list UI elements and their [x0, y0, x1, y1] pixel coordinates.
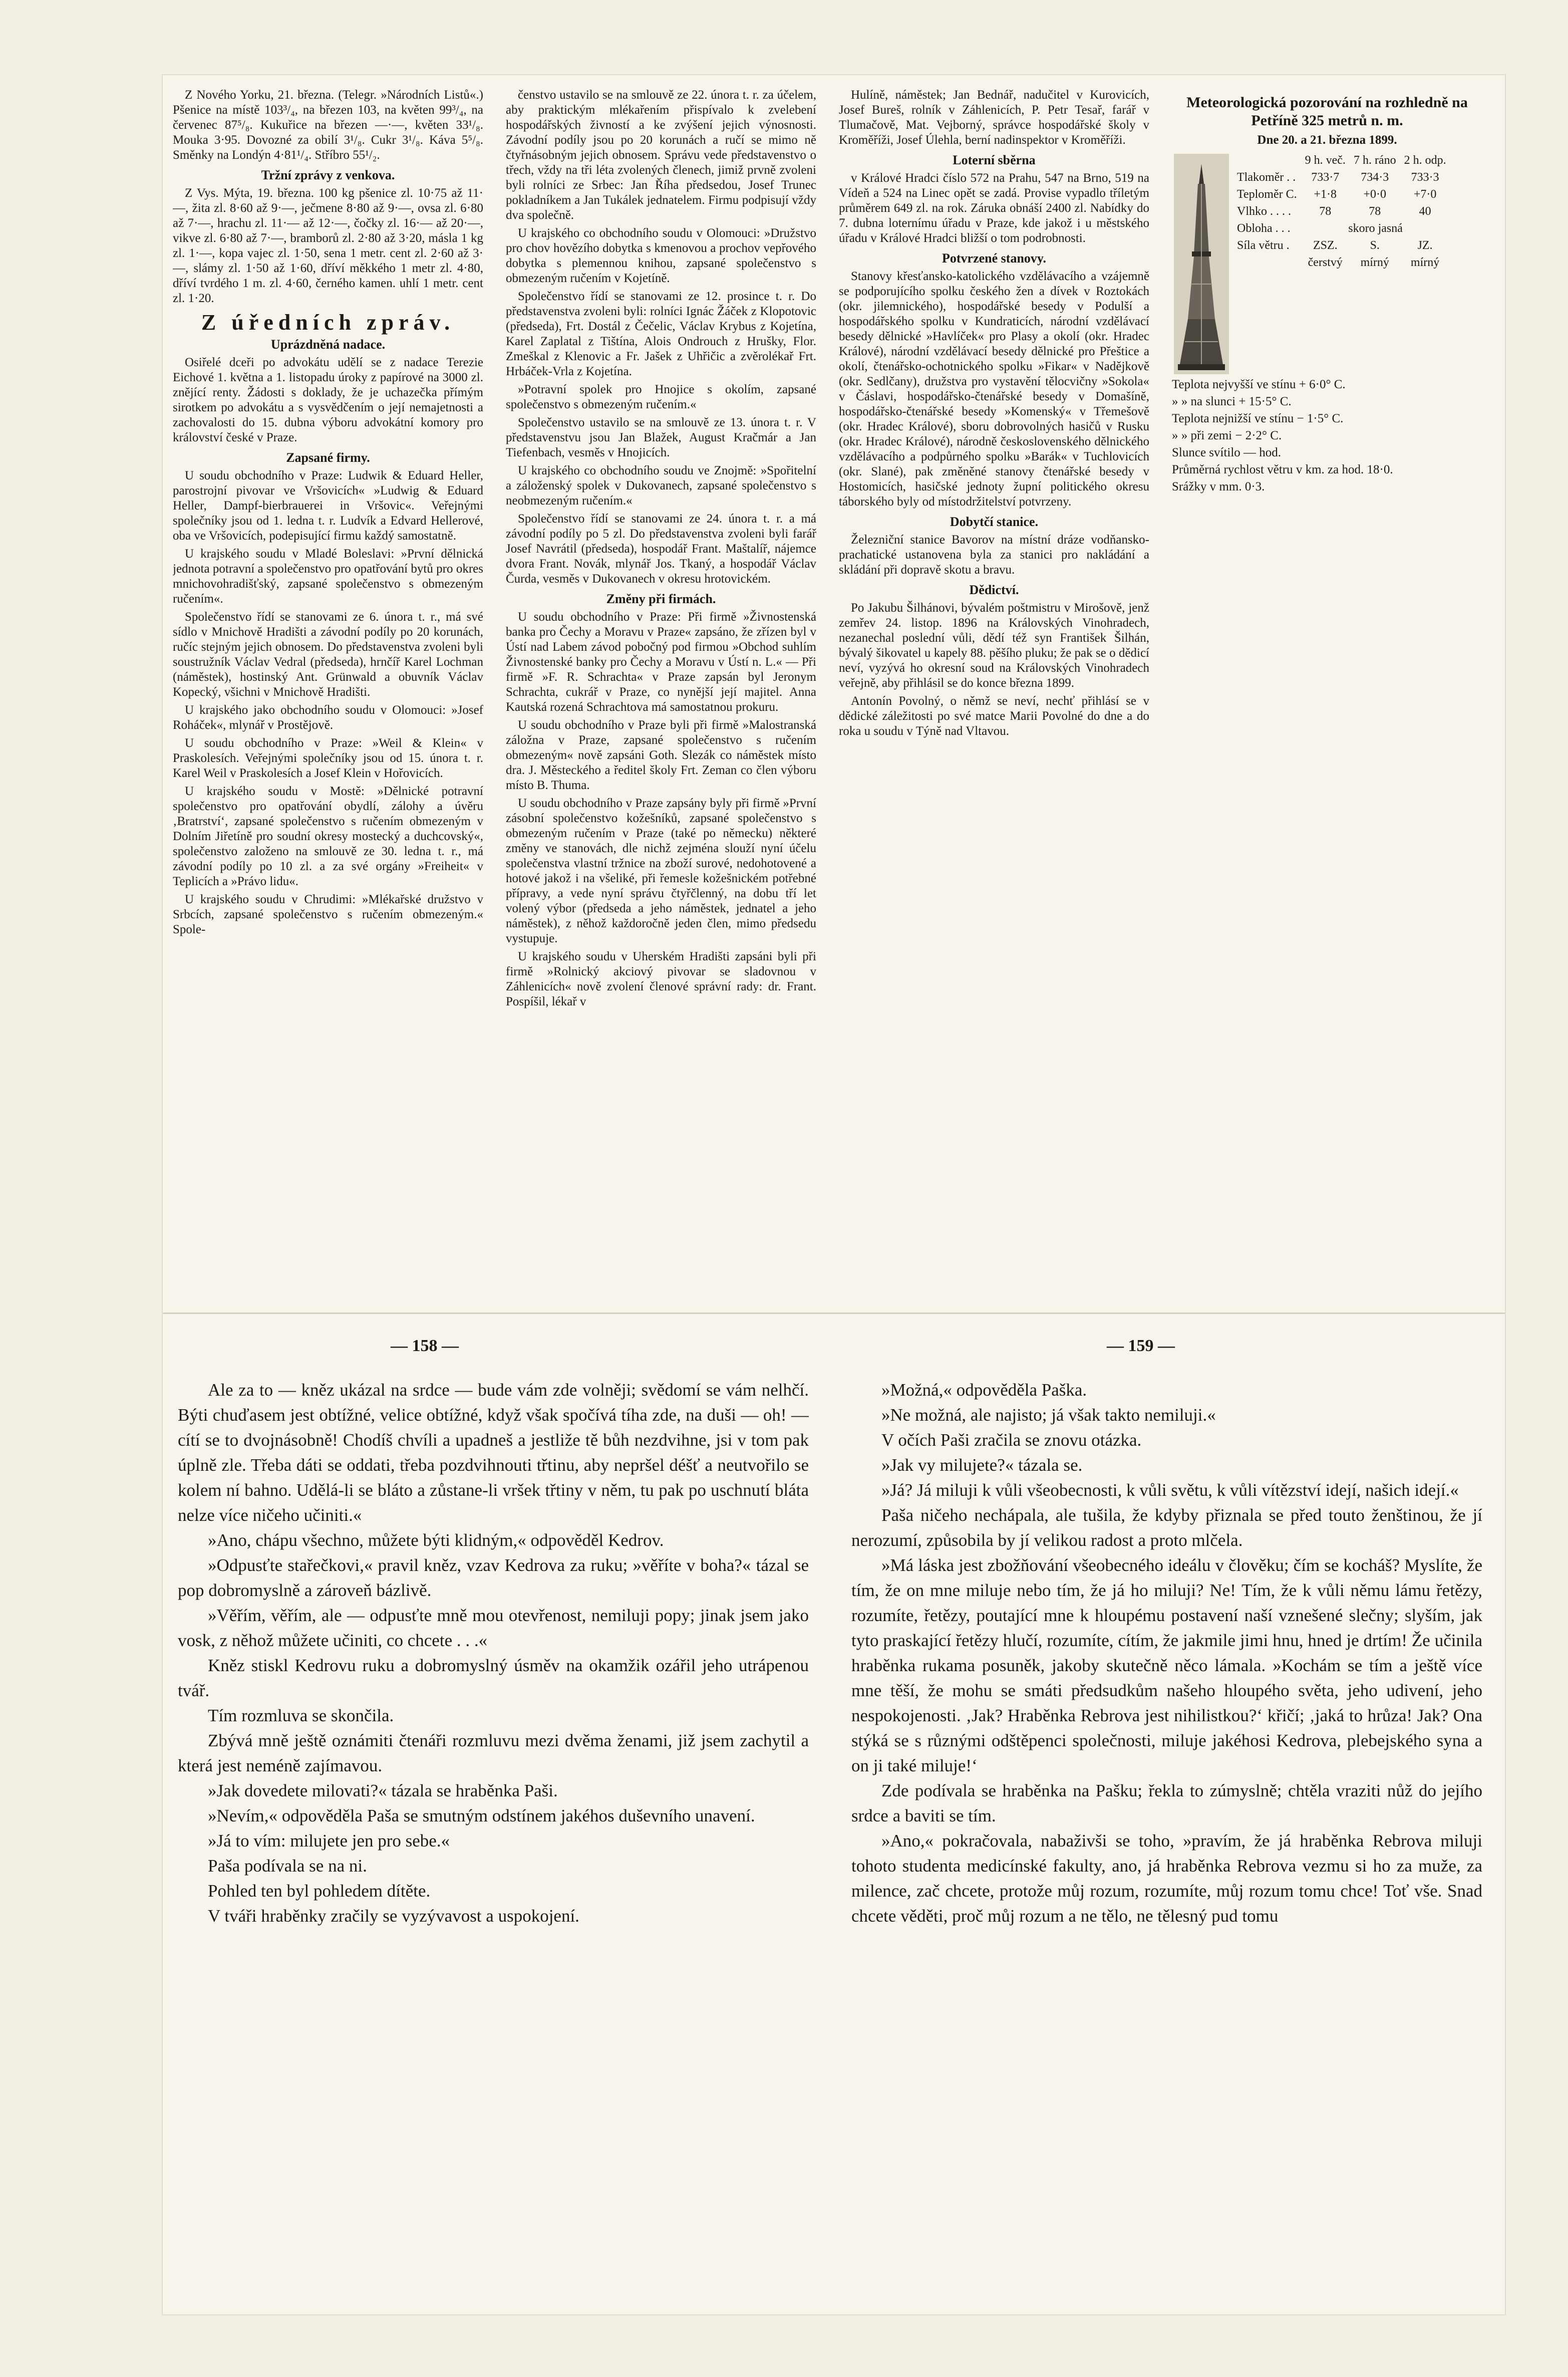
change-entry: U soudu obchodního v Praze zapsány byly při firmě »První zásobní společenstvo kožešníků, zapsané společenstvo s obmezeným ručením v Praze (také po německu) některé změny ve stanovách, dle nichž zejména slouží nyní účelu společenstva vlastní tržnice na zboží surové, nedohotovené a hotové jakož i na všeliké, při řemesle kožešnickém potřebné přípravy, a vede nyní správu čtyřčlenný, na dobu tří let volený výbor (předseda a jeho náměstek, jednatel a jeho náměstek), z něhož každoročně jeden člen, mimo předsedu vystupuje.: [506, 797, 816, 945]
meteo-cell: 78: [1319, 205, 1332, 218]
story-paragraph: Zbývá mně ještě oznámiti čtenáři rozmluvu mezi dvěma ženami, již jsem zachytil a která jest neméně zajímavou.: [178, 1731, 809, 1775]
story-paragraph: »Odpusťte stařečkovi,« pravil kněz, vzav Kedrova za ruku; »věříte v boha?« tázal se pop dobromyslně a zároveň bázlivě.: [178, 1555, 809, 1600]
change-entry: U soudu obchodního v Praze byli při firmě »Malostranská záložna v Praze, zapsané společenstvo s ručením obmezeným« nově zapsáni Goth. Slezák co náměstek místo dra. J. Městeckého a ředitel školy Frt. Zeman co člen výboru místo B. Thuma.: [506, 718, 816, 792]
meteo-row-temperature: [1237, 186, 1450, 203]
story-page-159: [851, 1378, 1482, 2304]
meteo-row-label: Obloha . . .: [1237, 222, 1291, 235]
column-1: [173, 88, 483, 1300]
meteo-cell: JZ.: [1417, 239, 1433, 252]
page-number-right: — 159 —: [1107, 1337, 1175, 1355]
heading-inheritance: Dědictví.: [969, 583, 1019, 597]
firm-entry: U soudu obchodního v Praze: Ludwik & Eduard Heller, parostrojní pivovar ve Vršovicích« »Ludwig & Eduard Heller, Dampf-bierbrauerei in Vršovic«. Veřejnými společníky jsou od 1. ledna t. r. Ludvík a Edvard Hellerové, oba ve Vršovicích, podepisující firmu každý samostatně.: [173, 469, 483, 543]
story-paragraph: Pohled ten byl pohledem dítěte.: [208, 1881, 431, 1901]
meteo-row-sky: [1237, 220, 1450, 237]
station-notice: Železniční stanice Bavorov na místní dráze vodňansko-prachatické ustanovena byla za stanici pro nakládání a skládání při dopravě skotu a bravu.: [839, 533, 1149, 577]
change-entry: U soudu obchodního v Praze: Při firmě »Živnostenská banka pro Čechy a Moravu v Praze« zapsáno, že zřízen byl v Ústí nad Labem závod pobočný pod firmou »Obchod suhlím Živnostenské banky pro Čechy a Moravu v Ústí n. L.« — Při firmě »F. R. Schrachta« v Praze zapsán byl Jeronym Schrachta, cukrář v Praze, co nynější její majitel. Anna Kautská rozená Schrachtova má samostatnou prokuru.: [506, 610, 816, 714]
meteo-cell: +7·0: [1413, 188, 1437, 201]
heading-statutes: Potvrzené stanovy.: [942, 251, 1046, 266]
meteo-cell: 40: [1419, 205, 1431, 218]
heading-country-markets: Tržní zprávy z venkova.: [261, 168, 395, 182]
meteo-extra-line: Teplota nejvyšší ve stínu + 6·0° C.: [1172, 378, 1346, 391]
meteo-row-wind-strength: [1237, 254, 1450, 271]
meteo-sky-value: skoro jasná: [1348, 222, 1403, 235]
heading-firm-changes: Změny při firmách.: [606, 592, 716, 606]
column-2: [506, 88, 816, 1300]
story-paragraph: »Já to vím: milujete jen pro sebe.«: [208, 1831, 450, 1851]
firm-entry: čenstvo ustavilo se na smlouvě ze 22. února t. r. za účelem, aby praktickým mlékařením přispívalo k zvelebení hospodářských živností a ke zvýšení jejich výnosnosti. Závodní podíly jsou po 20 korunách a ručí se mimo ně čtyřnásobným jejich obnosem. Správu vede představenstvo o třech, vždy na tři léta zvolených členech, jimiž prvně zvoleni byli rolníci ze Srbec: Jan Říha předsedou, Josef Trunec pokladníkem a Jan Tukálek jednatelem. Firmu podpisují vždy dva společně.: [506, 88, 816, 222]
meteo-cell: mírný: [1410, 256, 1440, 269]
meteo-extra-readings: [1172, 377, 1482, 494]
heading-lottery: Loterní sběrna: [953, 153, 1036, 167]
firm-entry: Společenstvo řídí se stanovami ze 6. února t. r., má své sídlo v Mnichově Hradišti a závodní podíly po 20 korunách, ručíc stejným jejich obnosem. Do představenstva zvoleni byli soustružník Václav Vedral (předseda), hrnčíř Karel Lochman (náměstek), hostinský Ant. Grünwald a obuvník Václav Kopecký, všichni v Mnichově Hradišti.: [173, 610, 483, 699]
meteo-cell: 733·7: [1311, 171, 1340, 184]
inheritance-notice: Po Jakubu Šilhánovi, bývalém poštmistru v Mirošově, jenž zemřev 24. listop. 1896 na Královských Vinohradech, nezanechal poslední vůli, dědí též syn František Šilhán, bývalý šikovatel u kapely 88. pěšího pluku; že pak se o dědicí neví, vyzývá ho okresní soud na Královských Vinohradech veřejně, aby přihlásil se do konce března 1899.: [839, 601, 1149, 690]
meteo-extra-line: Průměrná rychlost větru v km. za hod. 18·0.: [1172, 463, 1393, 476]
story-paragraph: Zde podívala se hraběnka na Pašku; řekla to zúmyslně; chtěla vraziti nůž do jejího srdce a baviti se tím.: [851, 1781, 1482, 1825]
firm-entry: Společenstvo řídí se stanovami ze 12. prosince t. r. Do představenstva zvoleni byli: rolníci Ignác Žáček z Klopotovic (předseda), Frt. Dostál z Čečelic, Václav Krybus z Kojetína, Karel Zaplatal z Tištína, Alois Ondrouch z Hrušky, Flor. Zmeškal z Klenovic a Fr. Jašek z Uhřičic a zvěrolékař Frt. Hrbáček-Vrla z Kojetína.: [506, 290, 816, 378]
firm-entry: U krajského soudu v Mladé Boleslavi: »První dělnická jednota potravní a společenstvo pro opatřování bytů pro okres mnichovohradišťský, zapsané společenstvo s obmezeným ručením«.: [173, 547, 483, 606]
section-divider: [163, 1312, 1505, 1314]
meteo-row-label: Tlakoměr . .: [1237, 171, 1296, 184]
change-entry-continued: Hulíně, náměstek; Jan Bednář, nadučitel v Kurovicích, Josef Bureš, rolník v Záhlenicích, P. Petr Tesař, farář v Tlumačově, Mat. Vejborný, správce hospodářské školy v Kroměříži, Josef Úlehla, berní nadinspektor v Kroměříži.: [839, 88, 1149, 147]
meteo-row-humidity: [1237, 203, 1450, 220]
inheritance-notice: Antonín Povolný, o němž se neví, nechť přihlásí se v dědické záležitosti po své matce Marii Povolné do dne a do roka u soudu v Týně nad Vltavou.: [839, 694, 1149, 738]
story-paragraph: »Já? Já miluji k vůli všeobecnosti, k vůli světu, k vůli vítězství idejí, našich idejí.«: [881, 1480, 1459, 1500]
meteo-cell: čerstvý: [1308, 256, 1343, 269]
meteo-cell: 78: [1369, 205, 1381, 218]
story-paragraph: Paša ničeho nechápala, ale tušila, že kdyby přiznala se před touto ženštinou, že jí nerozumí, způsobila by jí velikou radost a proto mlčela.: [851, 1505, 1482, 1550]
story-paragraph: »Ne možná, ale najisto; já však takto nemiluji.«: [881, 1405, 1216, 1425]
meteo-cell: ZSZ.: [1313, 239, 1338, 252]
heading-registered-firms: Zapsané firmy.: [286, 450, 370, 465]
meteo-title: Meteorologická pozorování na rozhledně na Petříně 325 metrů n. m.: [1186, 94, 1468, 129]
story-paragraph: »Má láska jest zbožňování všeobecného ideálu v člověku; čím se kocháš? Myslíte, že tím, že on mne miluje nebo tím, že já ho miluji? Ne! Tím, že k vůli němu lámu řetězy, rozumíte, řetězy, poutající mne k hloupému postavení naší vznešené slečny; slyším, jak tyto praskající řetězy hlučí, rozumíte, cítím, že jakmile jimi hnu, hned je drtím! Že učinila hraběnka rukama posuněk, jakoby skutečně něco lámala. »Kochám se tím a ještě více mne těší, že mohu se smáti předsudkům našeho hloupého světa, jeho udivení, jeho nespokojenosti. ‚Jak? Hraběnka Rebrova jest nihilistkou?‘ křičí; ‚jaká to hrůza! Jak? Ona stýká se s různými odštěpenci společnosti, miluje jakéhosi Kedrova, plebejského syna a on ji také miluje!‘: [851, 1555, 1482, 1775]
story-paragraph: Tím rozmluva se skončila.: [208, 1706, 394, 1725]
meteo-col-head: 7 h. ráno: [1353, 154, 1396, 167]
change-entry: U krajského soudu v Uherském Hradišti zapsáni byli při firmě »Rolnický akciový pivovar se sladovnou v Záhlenicích« nově zvolení členové správní rady: dr. Frant. Pospíšil, lékař v: [506, 950, 816, 1008]
story-paragraph: »Možná,« odpověděla Paška.: [881, 1380, 1087, 1400]
statutes-notice: Stanovy křesťansko-katolického vzdělávacího a vzájemně se podporujícího spolku českého žen a dívek v Roztokách (okr. jilemnického), hospodářské besedy v Podulší a hospodářského spolku v Kundraticích, národní vzdělávací besedy dělnické »Havlíček« pro Plasy a okolí (okr. Hradec Králové), národní vzdělávací besedy dělnické pro Přeštice a okolí, čtenářsko-ochotnického spolku »Fikar« v Nadějkově (okr. Sedlčany), družstva pro vystavění tělocvičny »Sokola« v Čáslavi, hospodářsko-čtenářské besedy v Domašíně, hospodářsko-čtenářské besedy »Komenský« v Třemešově (okr. Hradec Králové), sboru dobrovolných hasičů v Rusku (okr. Hradec Králové), národně československého dělnického vzdělávacího a podpůrného spolku »Barák« v Tuchlovicích (okr. Slané), pak změněné stanovy čtenářské besedy v Hostomicích, hasičské jednoty župní politického okresu táborského byly od místodržitelství potvrzeny.: [839, 270, 1149, 508]
petrin-tower-illustration: [1174, 154, 1229, 374]
heading-vacant-foundation: Uprázdněná nadace.: [270, 337, 386, 352]
firm-entry: U krajského co obchodního soudu v Olomouci: »Družstvo pro chov hovězího dobytka s kmenovou a prochov vepřového dobytka s plemennou knihou, zapsané společenstvo s obmezeným ručením v Kojetíně.: [506, 226, 816, 285]
firm-entry: U krajského jako obchodního soudu v Olomouci: »Josef Roháček«, mlynář v Prostějově.: [173, 703, 483, 732]
firm-entry: U krajského co obchodního soudu ve Znojmě: »Spořitelní a záloženský spolek v Dukovanech, zapsané společenstvo s neobmezeným ručením.«: [506, 464, 816, 507]
meteo-header-row: [1237, 152, 1450, 169]
story-paragraph: »Jak vy milujete?« tázala se.: [881, 1455, 1083, 1475]
meteo-extra-line: Slunce svítilo — hod.: [1172, 446, 1282, 459]
meteo-cell: +1·8: [1314, 188, 1337, 201]
story-paragraph: V tváři hraběnky zračily se vyzývavost a uspokojení.: [208, 1906, 579, 1926]
meteo-row-label: Síla větru .: [1237, 239, 1290, 252]
meteo-cell: +0·0: [1363, 188, 1387, 201]
firm-entry: Společenstvo řídí se stanovami ze 24. února t. r. a má závodní podíly po 5 zl. Do představenstva zvoleni byli farář Josef Navrátil (předseda), hospodář Frant. Maštalíř, nájemce dvora Frant. Novák, mlynář Jos. Tkaný, a hospodář Václav Čurda, vesměs v Dukovanech v okresu hrotovickém.: [506, 512, 816, 586]
meteo-cell: 733·3: [1411, 171, 1439, 184]
meteo-col-head: 9 h. več.: [1305, 154, 1346, 167]
meteo-row-label: Teploměr C.: [1237, 188, 1297, 201]
firm-entry: U krajského soudu v Chrudimi: »Mlékařské družstvo v Srbcích, zapsané společenstvo s ručením obmezeným.« Spole-: [173, 893, 483, 936]
story-paragraph: »Jak dovedete milovati?« tázala se hraběnka Paši.: [208, 1781, 558, 1800]
story-paragraph: V očích Paši zračila se znovu otázka.: [881, 1430, 1142, 1450]
story-paragraph: »Ano, chápu všechno, můžete býti klidným,« odpověděl Kedrov.: [208, 1530, 664, 1550]
firm-entry: Společenstvo ustavilo se na smlouvě ze 13. února t. r. V představenstvu jsou Jan Blažek, August Kračmár a Jan Tiefenbach, vesměs v Hnojicích.: [506, 416, 816, 459]
lottery-notice: v Králové Hradci číslo 572 na Prahu, 547 na Brno, 519 na Vídeň a 524 na Linec opět se zadá. Provise vypadlo tříletým průměrem 649 zl. na rok. Záruka obnáší 2400 zl. Nabídky do 7. dubna loternímu úřadu v Praze, kde jakož i u městského úřadu v Králové Hradci bližší o tom podrobnosti.: [839, 171, 1149, 245]
column-4: [1172, 88, 1482, 1300]
new-york-market-report: Z Nového Yorku, 21. března. (Telegr. »Národních Listů«.) Pšenice na místě 103³/₄, na březen 103, na květen 99³/₄, na červenec 87⁵/₈. Kukuřice na březen —·—, květen 33¹/₈. Mouka 3·95. Dovozné za obilí 3¹/₈. Cukr 3¹/₈. Káva 5⁵/₈. Směnky na Londýn 4·81¹/₄. Stříbro 55¹/₂.: [173, 88, 483, 162]
story-paragraph: »Věřím, věřím, ale — odpusťte mně mou otevřenost, nemiluji popy; jinak jsem jako vosk, z něhož můžete učiniti, co chcete . . .«: [178, 1606, 809, 1650]
story-paragraph: »Nevím,« odpověděla Paša se smutným odstínem jakéhos duševního unavení.: [208, 1806, 755, 1825]
meteo-extra-line: Teplota nejnižší ve stínu − 1·5° C.: [1172, 412, 1344, 425]
meteo-extra-line: » » při zemi − 2·2° C.: [1172, 429, 1282, 442]
firm-entry: »Potravní spolek pro Hnojice s okolím, zapsané společenstvo s obmezeným ručením.«: [506, 383, 816, 411]
meteo-row-label: Vlhko . . . .: [1237, 205, 1291, 218]
vysoke-myto-prices: Z Vys. Mýta, 19. března. 100 kg pšenice zl. 10·75 až 11·—, žita zl. 8·60 až 9·—, ječmene 8·80 až 9·—, ovsa zl. 6·80 až 7·—, hrachu zl. 11·— až 12·—, čočky zl. 16·— až 20·—, vikve zl. 6·80 až 7·—, bramborů zl. 2·80 až 3·20, másla 1 kg zl. 1·—, kopa vajec zl. 1·50, sena 1 metr. cent zl. 2·60 až 3·—, slámy zl. 1·50 až 1·60, dříví měkkého 1 metr zl. 4·80, dříví tvrdého 1 m. zl. 4·60, černého kamen. uhlí 1 metr. cent zl. 1·20.: [173, 186, 483, 305]
meteo-row-wind-dir: [1237, 237, 1450, 254]
meteo-extra-line: » » na slunci + 15·5° C.: [1172, 395, 1292, 408]
firm-entry: U krajského soudu v Mostě: »Dělnické potravní společenstvo pro opatřování obydlí, zálohy a úvěru ‚Bratrství‘, zapsané společenstvo s ručením obmezeným v Dolním Jiřetíně pro soudní okresy mostecký a duchcovský«, společenstvo založeno na smlouvě ze 30. ledna t. r., má závodní podíly po 10 zl. a za své orgány »Freiheit« v Teplicích a »Právo lidu«.: [173, 784, 483, 888]
meteo-cell: S.: [1370, 239, 1380, 252]
story-page-158: [178, 1378, 809, 2304]
tower-drawing: [1174, 154, 1229, 374]
meteo-table: [1237, 152, 1450, 271]
story-paragraph: »Ano,« pokračovala, nabaživši se toho, »pravím, že já hraběnka Rebrova miluji tohoto studenta medicínské fakulty, ano, já hraběnka Rebrova vezmu si ho za muže, za milence, zač chcete, protože můj rozum, rozumíte, můj rozum tomu chce! Toť vše. Snad chcete věděti, proč můj rozum a ne tělo, ne tělesný pud tomu: [851, 1831, 1482, 1926]
story-paragraph: Ale za to — kněz ukázal na srdce — bude vám zde volněji; svědomí se vám nelhčí. Býti chuďasem jest obtížné, velice obtížné, když však spočívá tíha zde, na duši — oh! — cítí se to dvojnásobně! Chodíš chvíli a upadneš a jestliže tě bůh nezdvihne, jsi v tom pak úplně zle. Třeba dáti se oddati, třeba pozdvihnouti třtinu, aby nepršel déšť a neutvořilo se kolem ní bahno. Udělá-li se bláto a zůstane-li vršek třtiny v něm, tu pak po uschnutí bláta nelze více ničeho učiniti.«: [178, 1380, 809, 1525]
meteo-date: Dne 20. a 21. března 1899.: [1257, 133, 1397, 147]
firm-entry: U soudu obchodního v Praze: »Weil & Klein« v Praskolesích. Veřejnými společníky jsou od 15. února t. r. Karel Weil v Praskolesích a Josef Klein v Hořovicích.: [173, 736, 483, 780]
meteo-cell: mírný: [1360, 256, 1389, 269]
meteo-col-head: 2 h. odp.: [1404, 154, 1446, 167]
column-3: [839, 88, 1149, 1300]
meteo-row-pressure: [1237, 169, 1450, 186]
story-paragraph: Kněz stiskl Kedrovu ruku a dobromyslný úsměv na okamžik ozářil jeho utrápenou tvář.: [178, 1656, 809, 1700]
meteo-extra-line: Srážky v mm. 0·3.: [1172, 480, 1265, 493]
heading-cattle-station: Dobytčí stanice.: [950, 514, 1039, 529]
foundation-notice: Osiřelé dceři po advokátu udělí se z nadace Terezie Eichové 1. května a 1. listopadu úroky z papírové na 3000 zl. znějící renty. Žádosti s doklady, že je uchazečka přímým sirotkem po advokátu a s vysvědčením o její nemajetnosti a zachovalosti do 15. dubna výboru advokátní komory pro království české v Praze.: [173, 356, 483, 444]
page-number-left: — 158 —: [391, 1337, 459, 1355]
heading-official-news: Z úředních zpráv.: [201, 310, 455, 335]
story-paragraph: Paša podívala se na ni.: [208, 1856, 367, 1876]
meteo-cell: 734·3: [1361, 171, 1389, 184]
